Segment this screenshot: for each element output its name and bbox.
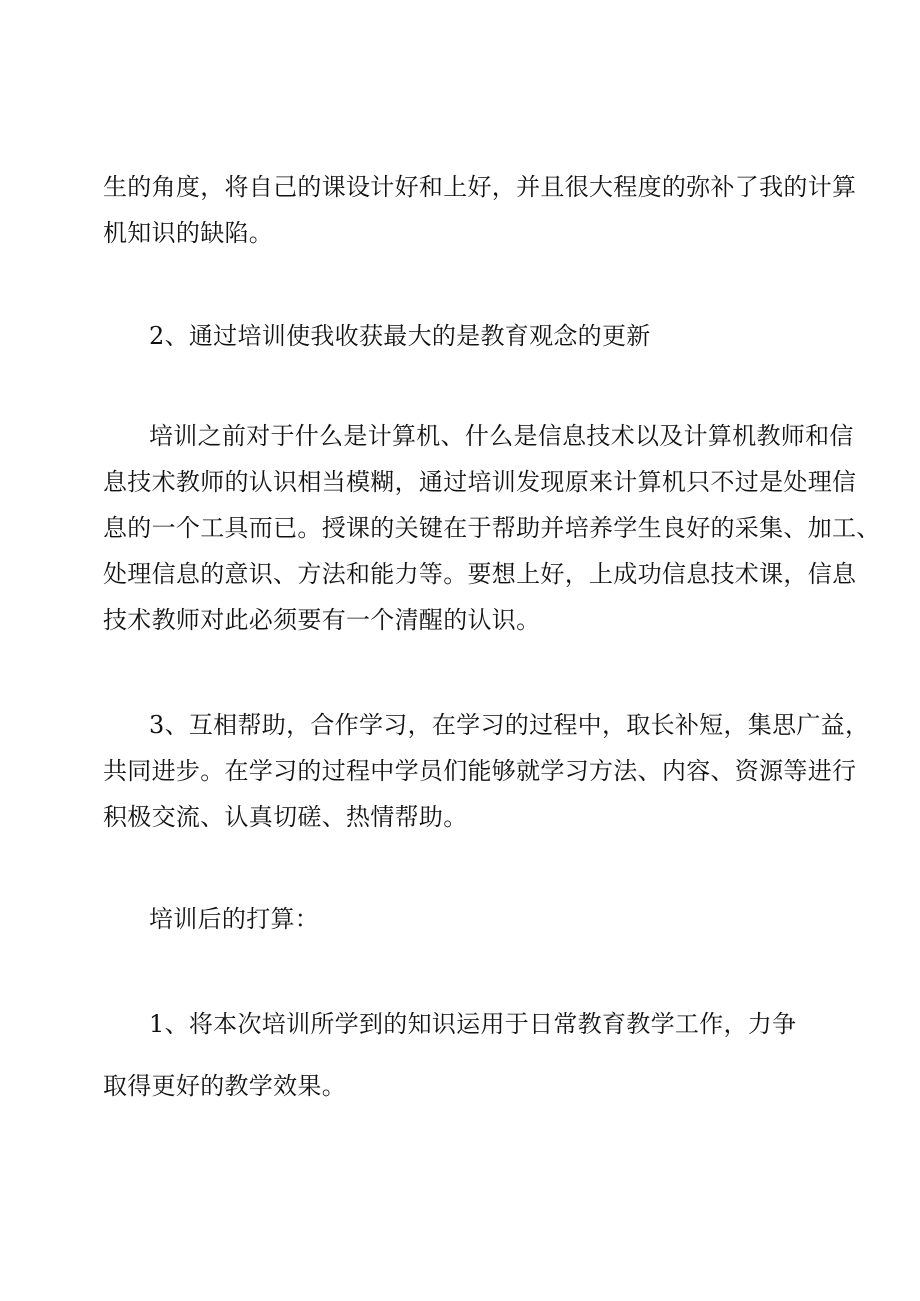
text-line: 积极交流、认真切磋、热情帮助。 (103, 803, 468, 831)
text-line: 1、将本次培训所学到的知识运用于日常教育教学工作，力争 (149, 1010, 797, 1038)
paragraph-point-3 (103, 702, 870, 840)
text-line: 息技术教师的认识相当模糊，通过培训发现原来计算机只不过是处理信 (103, 468, 857, 496)
text-line: 技术教师对此必须要有一个清醒的认识。 (103, 606, 541, 634)
text-line: 共同进步。在学习的过程中学员们能够就学习方法、内容、资源等进行 (103, 757, 857, 785)
paragraph-point-2-heading (103, 313, 821, 359)
paragraph-continuation (103, 164, 857, 256)
text-line: 3、互相帮助，合作学习，在学习的过程中，取长补短，集思广益， (149, 711, 870, 739)
paragraph-plan-1-continuation (103, 1063, 821, 1109)
text-line: 处理信息的意识、方法和能力等。要想上好，上成功信息技术课，信息 (103, 560, 857, 588)
text-line: 取得更好的教学效果。 (103, 1072, 346, 1100)
text-line: 生的角度，将自己的课设计好和上好，并且很大程度的弥补了我的计算 (103, 173, 857, 201)
text-line: 培训之前对于什么是计算机、什么是信息技术以及计算机教师和信 (149, 422, 854, 450)
text-line: 机知识的缺陷。 (103, 219, 274, 247)
text-line: 培训后的打算： (149, 905, 320, 933)
paragraph-plan-1 (103, 1001, 821, 1047)
text-line: 息的一个工具而已。授课的关键在于帮助并培养学生良好的采集、加工、 (103, 514, 881, 542)
paragraph-plans-heading (103, 896, 821, 942)
text-line: 2、通过培训使我收获最大的是教育观念的更新 (149, 322, 651, 350)
paragraph-training-insight (103, 413, 881, 643)
